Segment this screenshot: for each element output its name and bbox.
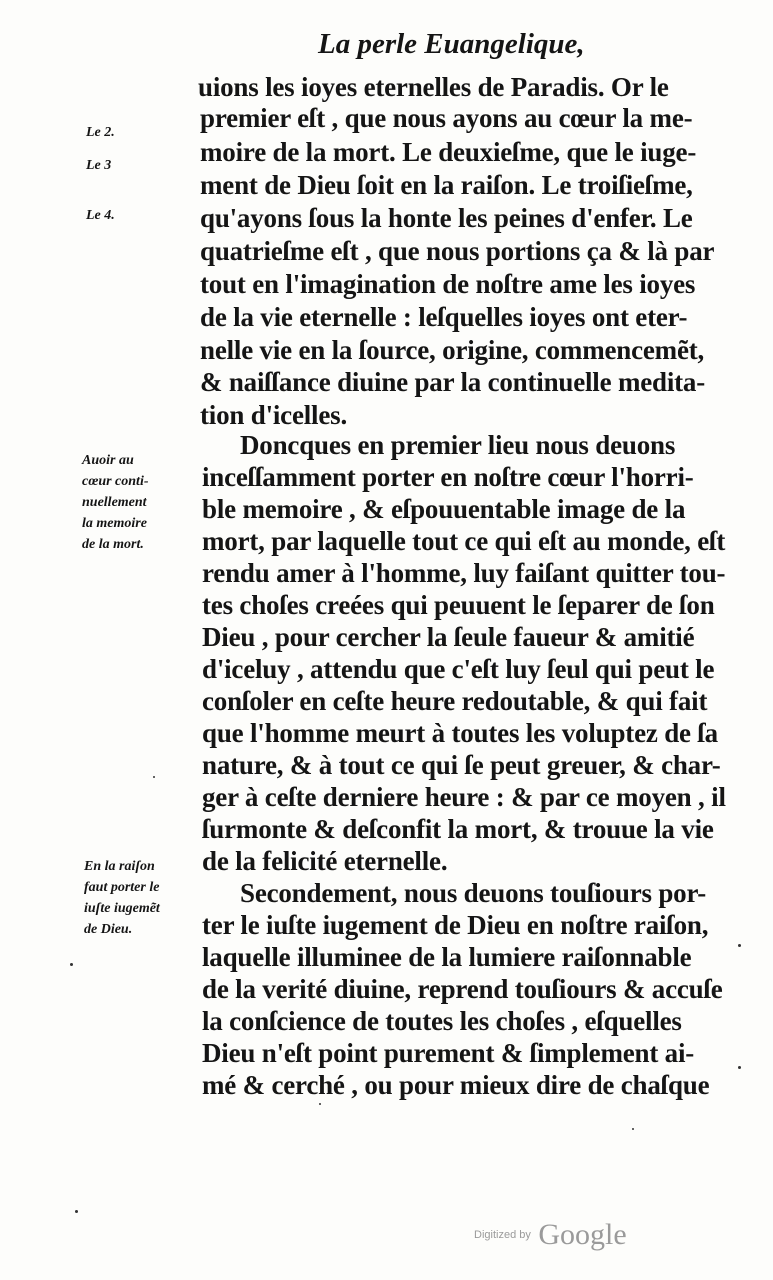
text-line: Dieu , pour cercher la ſeule faueur & amitié <box>202 622 695 652</box>
text-line: tion d'icelles. <box>200 400 347 430</box>
text-line: mé & cerché , ou pour mieux dire de chaſque <box>202 1070 710 1100</box>
text-line: de la vie eternelle : leſquelles ioyes ont eter- <box>200 302 688 332</box>
text-line: ble memoire , & eſpouuentable image de la <box>202 494 686 524</box>
ink-speck <box>632 1128 634 1130</box>
margin-note-line: faut porter le <box>84 880 160 895</box>
text-line: ſurmonte & deſconfit la mort, & trouue la vie <box>202 814 714 844</box>
text-line: Dieu n'eſt point purement & ſimplement ai- <box>202 1038 695 1068</box>
text-line: & naiſſance diuine par la continuelle medita- <box>200 367 706 397</box>
text-line: la conſcience de toutes les choſes , eſquelles <box>202 1006 682 1036</box>
text-line: rendu amer à l'homme, luy faiſant quitter tou- <box>202 558 726 588</box>
text-line: ger à ceſte derniere heure : & par ce moyen , il <box>202 782 726 812</box>
ink-speck <box>75 1210 78 1213</box>
margin-note-line: de Dieu. <box>84 922 133 937</box>
text-line: de la verité diuine, reprend touſiours & accuſe <box>202 974 723 1004</box>
margin-note-line: En la raiſon <box>84 859 155 874</box>
ink-speck <box>319 1103 321 1105</box>
text-line: laquelle illuminee de la lumiere raiſonnable <box>202 942 692 972</box>
google-logo: Google <box>538 1218 627 1251</box>
margin-marker-2: Le 2. <box>86 125 115 140</box>
text-line: ment de Dieu ſoit en la raiſon. Le troiſieſme, <box>200 170 693 200</box>
ink-speck <box>738 1066 741 1069</box>
margin-note-line: cœur conti- <box>82 474 149 489</box>
margin-note-line: nuellement <box>82 495 147 510</box>
text-line: premier eſt , que nous ayons au cœur la me- <box>200 103 693 133</box>
text-line: nature, & à tout ce qui ſe peut greuer, & char- <box>202 750 721 780</box>
text-line: ter le iuſte iugement de Dieu en noſtre raiſon, <box>202 910 709 940</box>
ink-speck <box>153 776 155 778</box>
margin-marker-4: Le 4. <box>86 208 115 223</box>
digitized-by-google-watermark <box>474 1218 627 1252</box>
text-line: nelle vie en la ſource, origine, commencemẽt, <box>200 335 705 365</box>
margin-note-line: iuſte iugemẽt <box>84 901 160 916</box>
digitized-label: Digitized by <box>474 1229 531 1241</box>
text-line: uions les ioyes eternelles de Paradis. Or le <box>198 72 669 102</box>
text-line: tout en l'imagination de noſtre ame les ioyes <box>200 269 696 299</box>
text-line: d'iceluy , attendu que c'eſt luy ſeul qui peut le <box>202 654 715 684</box>
text-line: mort, par laquelle tout ce qui eſt au monde, eſt <box>202 526 726 556</box>
running-title: La perle Euangelique, <box>318 28 585 60</box>
margin-note-line: de la mort. <box>82 537 144 552</box>
text-line: de la felicité eternelle. <box>202 846 448 876</box>
text-line: qu'ayons ſous la honte les peines d'enfer. Le <box>200 203 693 233</box>
margin-note-line: Auoir au <box>82 453 134 468</box>
ink-speck <box>738 944 741 947</box>
text-line: que l'homme meurt à toutes les voluptez de ſa <box>202 718 718 748</box>
text-line: tes choſes creées qui peuuent le ſeparer de ſon <box>202 590 715 620</box>
margin-note-line: la memoire <box>82 516 147 531</box>
text-line: quatrieſme eſt , que nous portions ça & là par <box>200 236 715 266</box>
text-line: inceſſamment porter en noſtre cœur l'horri- <box>202 462 694 492</box>
text-line: conſoler en ceſte heure redoutable, & qui fait <box>202 686 708 716</box>
margin-marker-3: Le 3 <box>86 158 112 173</box>
text-line: Secondement, nous deuons touſiours por- <box>240 878 707 908</box>
text-line: moire de la mort. Le deuxieſme, que le iuge- <box>200 137 697 167</box>
text-line: Doncques en premier lieu nous deuons <box>240 430 676 460</box>
ink-speck <box>70 963 73 966</box>
